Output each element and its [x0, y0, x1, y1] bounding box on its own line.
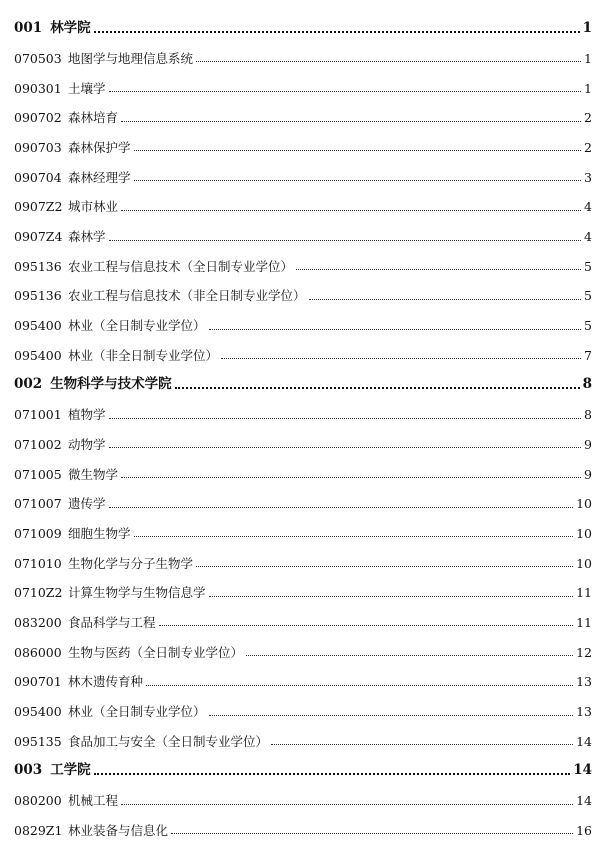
- toc-code: 071005: [14, 466, 62, 482]
- toc-entry[interactable]: [14, 95, 592, 125]
- dot-leader: [196, 61, 581, 62]
- dot-leader: [109, 91, 581, 92]
- toc-code: 071009: [14, 525, 62, 541]
- toc-code: 090702: [14, 110, 62, 126]
- toc-code: 095400: [14, 347, 62, 363]
- dot-leader: [121, 121, 581, 122]
- toc-page-number: 11: [576, 614, 592, 630]
- toc-code: 071002: [14, 436, 62, 452]
- toc-page-number: 9: [584, 466, 592, 482]
- toc-entry[interactable]: [14, 273, 592, 303]
- toc-page-number: 10: [576, 555, 592, 571]
- toc-code: 090703: [14, 139, 62, 155]
- toc-code: 080200: [14, 793, 62, 809]
- toc-entry[interactable]: [14, 303, 592, 333]
- toc-entry[interactable]: [14, 214, 592, 244]
- toc-title: 林木遗传育种: [68, 674, 144, 690]
- toc-page-number: 8: [584, 407, 592, 423]
- dot-leader: [134, 150, 581, 151]
- toc-code: 0907Z4: [14, 229, 63, 244]
- toc-page-number: 16: [576, 822, 592, 838]
- toc-code: 071007: [14, 496, 62, 512]
- toc-code: 095136: [14, 288, 62, 304]
- toc-entry[interactable]: [14, 570, 592, 600]
- dot-leader: [209, 715, 574, 716]
- dot-leader: [94, 31, 580, 33]
- toc-entry[interactable]: [14, 451, 592, 481]
- toc-title: 林业装备与信息化: [68, 822, 169, 838]
- toc-title: 农业工程与信息技术（非全日制专业学位）: [68, 288, 306, 304]
- toc-page-number: 3: [584, 169, 592, 185]
- dot-leader: [94, 773, 571, 775]
- toc-title: 地图学与地理信息系统: [68, 50, 194, 66]
- toc-code: 003: [14, 762, 43, 779]
- toc-title: 林业（全日制专业学位）: [68, 704, 206, 719]
- table-of-contents: [14, 6, 592, 837]
- dot-leader: [121, 804, 573, 805]
- toc-page-number: 5: [584, 318, 592, 334]
- toc-title: 生物化学与分子生物学: [68, 555, 194, 571]
- toc-code: 071001: [14, 407, 62, 423]
- toc-code: 095136: [14, 258, 62, 274]
- toc-page-number: 10: [576, 525, 592, 541]
- toc-entry[interactable]: [14, 333, 592, 363]
- toc-entry[interactable]: [14, 629, 592, 659]
- toc-title: 生物与医药（全日制专业学位）: [68, 644, 244, 660]
- toc-title: 土壤学: [68, 80, 106, 96]
- toc-page-number: 4: [584, 229, 592, 244]
- toc-title: 林学院: [50, 20, 91, 37]
- toc-page-number: 9: [584, 436, 592, 452]
- toc-entry[interactable]: [14, 600, 592, 630]
- toc-code: 086000: [14, 644, 62, 660]
- dot-leader: [146, 685, 573, 686]
- toc-page-number: 8: [582, 376, 592, 393]
- toc-page-number: 2: [584, 110, 592, 126]
- toc-code: 083200: [14, 614, 62, 630]
- toc-title: 食品科学与工程: [68, 614, 156, 630]
- toc-section-heading[interactable]: [14, 748, 592, 778]
- toc-entry[interactable]: [14, 481, 592, 511]
- toc-title: 农业工程与信息技术（全日制专业学位）: [68, 258, 294, 274]
- toc-entry[interactable]: [14, 154, 592, 184]
- toc-page-number: 13: [576, 704, 592, 719]
- toc-title: 食品加工与安全（全日制专业学位）: [68, 733, 269, 749]
- dot-leader: [109, 507, 574, 508]
- toc-page-number: 12: [576, 644, 592, 660]
- dot-leader: [109, 447, 581, 448]
- toc-entry[interactable]: [14, 808, 592, 838]
- toc-code: 0907Z2: [14, 199, 63, 215]
- toc-code: 002: [14, 376, 43, 393]
- toc-code: 090701: [14, 674, 62, 690]
- dot-leader: [271, 744, 573, 745]
- toc-entry[interactable]: [14, 540, 592, 570]
- dot-leader: [175, 387, 580, 389]
- toc-code: 095400: [14, 704, 62, 719]
- toc-entry[interactable]: [14, 244, 592, 274]
- toc-entry[interactable]: [14, 689, 592, 719]
- dot-leader: [109, 418, 581, 419]
- toc-title: 森林学: [68, 229, 106, 244]
- toc-page-number: 1: [584, 50, 592, 66]
- toc-page-number: 1: [582, 20, 592, 37]
- toc-title: 森林经理学: [68, 169, 131, 185]
- toc-title: 动物学: [68, 436, 106, 452]
- toc-page-number: 14: [576, 733, 592, 749]
- toc-entry[interactable]: [14, 422, 592, 452]
- toc-title: 计算生物学与生物信息学: [68, 585, 206, 601]
- toc-code: 071010: [14, 555, 62, 571]
- toc-page-number: 14: [576, 793, 592, 809]
- toc-title: 微生物学: [68, 466, 119, 482]
- toc-page-number: 11: [576, 585, 592, 601]
- dot-leader: [121, 477, 581, 478]
- toc-code: 0829Z1: [14, 822, 63, 838]
- toc-page-number: 10: [576, 496, 592, 512]
- toc-section-heading[interactable]: [14, 362, 592, 392]
- dot-leader: [209, 596, 574, 597]
- dot-leader: [134, 180, 581, 181]
- toc-entry[interactable]: [14, 125, 592, 155]
- toc-entry[interactable]: [14, 36, 592, 66]
- dot-leader: [121, 210, 581, 211]
- toc-title: 森林保护学: [68, 139, 131, 155]
- dot-leader: [246, 655, 573, 656]
- toc-title: 林业（非全日制专业学位）: [68, 347, 219, 363]
- toc-title: 生物科学与技术学院: [50, 376, 172, 393]
- toc-page-number: 5: [584, 258, 592, 274]
- toc-page-number: 4: [584, 199, 592, 215]
- toc-entry[interactable]: [14, 392, 592, 422]
- toc-code: 090704: [14, 169, 62, 185]
- toc-section-heading[interactable]: [14, 6, 592, 36]
- toc-code: 095135: [14, 733, 62, 749]
- toc-title: 机械工程: [68, 793, 119, 809]
- toc-page-number: 14: [573, 762, 592, 779]
- toc-entry[interactable]: [14, 659, 592, 689]
- dot-leader: [221, 358, 581, 359]
- toc-page-number: 13: [576, 674, 592, 690]
- toc-title: 植物学: [68, 407, 106, 423]
- toc-code: 001: [14, 20, 43, 37]
- toc-entry[interactable]: [14, 511, 592, 541]
- toc-title: 林业（全日制专业学位）: [68, 318, 206, 334]
- toc-page-number: 2: [584, 139, 592, 155]
- dot-leader: [296, 269, 581, 270]
- dot-leader: [109, 240, 581, 241]
- toc-entry[interactable]: [14, 719, 592, 749]
- toc-title: 细胞生物学: [68, 525, 131, 541]
- toc-title: 工学院: [50, 762, 91, 779]
- toc-page-number: 7: [584, 347, 592, 363]
- dot-leader: [134, 536, 574, 537]
- toc-title: 森林培育: [68, 110, 119, 126]
- dot-leader: [309, 299, 581, 300]
- toc-entry[interactable]: [14, 65, 592, 95]
- toc-title: 遗传学: [68, 496, 106, 512]
- toc-page-number: 1: [584, 80, 592, 96]
- dot-leader: [171, 833, 573, 834]
- toc-entry[interactable]: [14, 184, 592, 214]
- toc-entry[interactable]: [14, 778, 592, 808]
- toc-code: 070503: [14, 50, 62, 66]
- dot-leader: [159, 625, 574, 626]
- dot-leader: [209, 329, 581, 330]
- toc-code: 090301: [14, 80, 62, 96]
- toc-code: 095400: [14, 318, 62, 334]
- toc-title: 城市林业: [68, 199, 119, 215]
- dot-leader: [196, 566, 573, 567]
- toc-code: 0710Z2: [14, 585, 63, 601]
- toc-page-number: 5: [584, 288, 592, 304]
